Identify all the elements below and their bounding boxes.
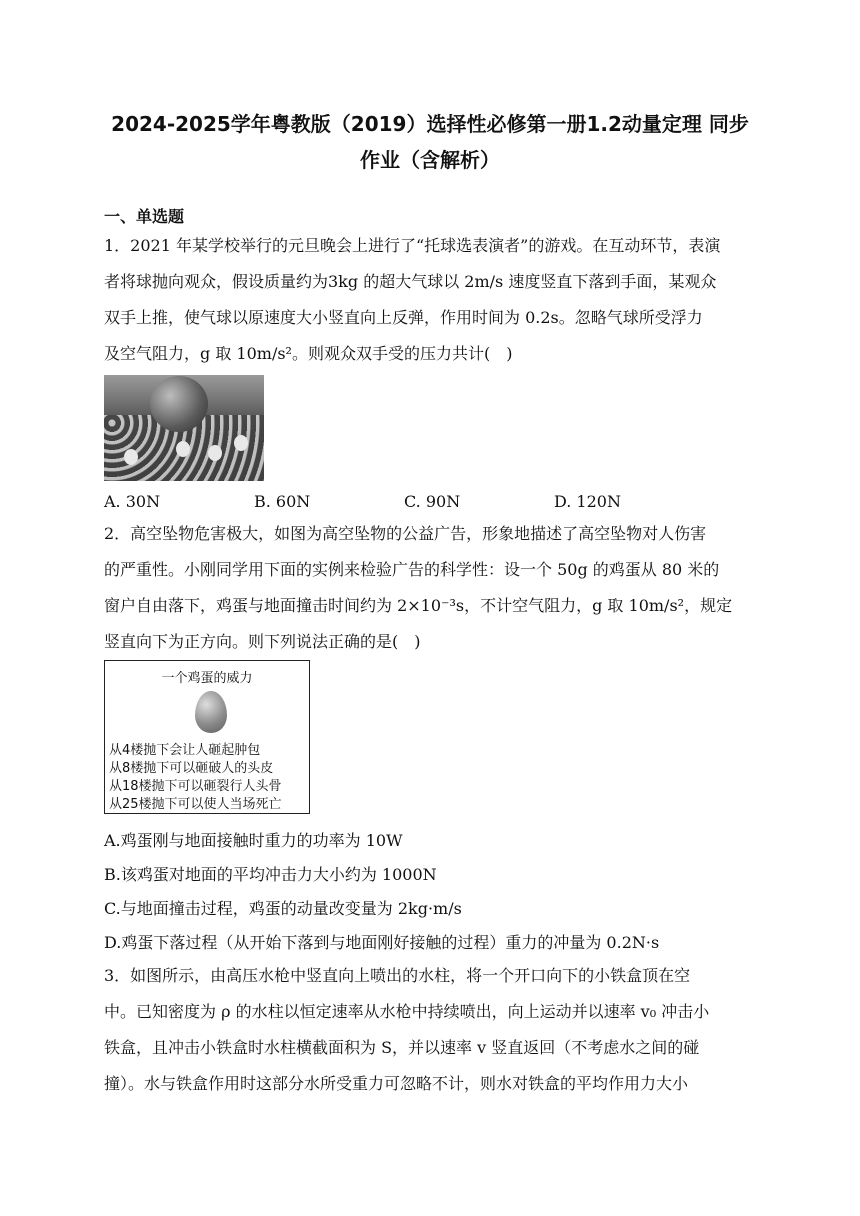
q2-line-3: 窗户自由落下，鸡蛋与地面撞击时间约为 2×10⁻³s，不计空气阻力，g 取 10m/s²，规定 (104, 596, 733, 615)
page-title-line1: 2024-2025学年粤教版（2019）选择性必修第一册1.2动量定理 同步 (111, 112, 749, 136)
q1-option-b: B. 60N (254, 492, 311, 511)
q3-line-1: 3．如图所示，由高压水枪中竖直向上喷出的水柱，将一个开口向下的小铁盒顶在空 (104, 966, 691, 985)
q2-option-a: A.鸡蛋刚与地面接触时重力的功率为 10W (104, 831, 403, 850)
q2-line-2: 的严重性。小刚同学用下面的实例来检验广告的科学性：设一个 50g 的鸡蛋从 80 米的 (104, 560, 720, 579)
q1-option-c: C. 90N (404, 492, 461, 511)
q2-line-1: 2．高空坠物危害极大，如图为高空坠物的公益广告，形象地描述了高空坠物对人伤害 (104, 524, 707, 543)
q2-egg-poster (104, 660, 310, 814)
q2-option-c: C.与地面撞击过程，鸡蛋的动量改变量为 2kg·m/s (104, 899, 462, 918)
q1-line-1: 1．2021 年某学校举行的元旦晚会上进行了“托球选表演者”的游戏。在互动环节，表演 (104, 236, 721, 255)
q1-line-4: 及空气阻力，g 取 10m/s²。则观众双手受的压力共计( ) (104, 344, 513, 363)
face-graphic (208, 445, 222, 461)
q2-option-b: B.该鸡蛋对地面的平均冲击力大小约为 1000N (104, 865, 437, 884)
q1-line-2: 者将球抛向观众，假设质量约为3kg 的超大气球以 2m/s 速度竖直下落到手面，某观众 (104, 272, 717, 291)
face-graphic (176, 441, 190, 457)
poster-title: 一个鸡蛋的威力 (161, 671, 253, 686)
page-title-line2: 作业（含解析） (360, 148, 500, 172)
poster-line-4: 从25楼抛下可以使人当场死亡 (109, 797, 282, 812)
poster-line-1: 从4楼抛下会让人砸起肿包 (109, 743, 261, 758)
balloon-graphic (150, 376, 208, 432)
poster-line-3: 从18楼抛下可以砸裂行人头骨 (109, 779, 282, 794)
face-graphic (124, 449, 138, 465)
q1-option-a: A. 30N (104, 492, 161, 511)
section-heading: 一、单选题 (104, 207, 185, 226)
q1-line-3: 双手上推，使气球以原速度大小竖直向上反弹，作用时间为 0.2s。忽略气球所受浮力 (104, 308, 703, 327)
face-graphic (234, 435, 248, 451)
q2-option-d: D.鸡蛋下落过程（从开始下落到与地面刚好接触的过程）重力的冲量为 0.2N·s (104, 933, 660, 952)
q3-line-4: 撞）。水与铁盒作用时这部分水所受重力可忽略不计，则水对铁盒的平均作用力大小 (104, 1074, 689, 1093)
q2-line-4: 竖直向下为正方向。则下列说法正确的是( ) (104, 632, 421, 651)
q1-option-d: D. 120N (554, 492, 621, 511)
poster-line-2: 从8楼抛下可以砸破人的头皮 (109, 761, 274, 776)
q3-line-3: 铁盒，且冲击小铁盒时水柱横截面积为 S，并以速率 v 竖直返回（不考虑水之间的碰 (104, 1038, 700, 1057)
q1-balloon-photo (104, 375, 264, 481)
egg-icon (195, 691, 227, 733)
q3-line-2: 中。已知密度为 ρ 的水柱以恒定速率从水枪中持续喷出，向上运动并以速率 v₀ 冲击小 (104, 1002, 710, 1021)
